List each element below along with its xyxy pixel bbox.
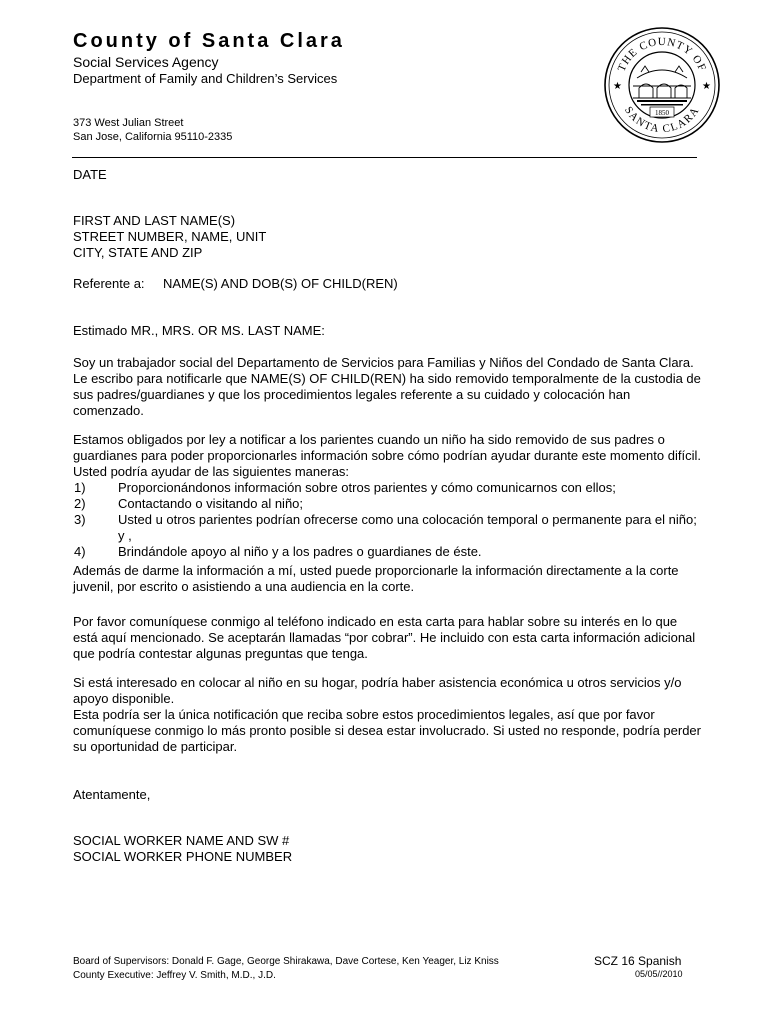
list-item-number: 2)	[74, 496, 86, 511]
list-item-text: Contactando o visitando al niño;	[118, 496, 304, 511]
list-item	[73, 480, 701, 496]
list-item	[73, 512, 701, 544]
help-list	[73, 480, 701, 560]
form-date: 05/05//2010	[635, 969, 683, 979]
salutation: Estimado MR., MRS. OR MS. LAST NAME:	[73, 323, 325, 338]
department-name: Department of Family and Children’s Services	[73, 71, 338, 86]
county-title: County of Santa Clara	[73, 30, 345, 52]
paragraph-6: Esta podría ser la única notificación que reciba sobre estos procedimientos legales, así que por favor comuníquese conmigo lo más pronto posible si desea estar involucrado. Si usted no responde, podría perder su oportunidad de participar.	[73, 707, 701, 754]
footer-officials	[73, 955, 499, 983]
paragraph-5: Si está interesado en colocar al niño en su hogar, podría haber asistencia económica u otros servicios y/o apoyo disponible.	[73, 675, 682, 706]
seal-year: 1850	[655, 109, 669, 117]
seal-top-text: THE COUNTY OF	[615, 35, 709, 74]
county-seal-icon	[603, 26, 721, 144]
recipient-city: CITY, STATE AND ZIP	[73, 245, 203, 260]
footer-supervisors: Board of Supervisors: Donald F. Gage, George Shirakawa, Dave Cortese, Ken Yeager, Liz Kniss	[73, 956, 499, 967]
address-line-1: 373 West Julian Street	[73, 117, 184, 129]
list-item	[73, 544, 701, 560]
recipient-name: FIRST AND LAST NAME(S)	[73, 213, 236, 228]
svg-text:★: ★	[613, 81, 622, 92]
paragraph-4: Por favor comuníquese conmigo al teléfono indicado en esta carta para hablar sobre su interés en lo que está aquí mencionado. Se aceptarán llamadas “por cobrar”. He incluido con esta carta información adicional que podría contestar algunas preguntas que tenga.	[73, 614, 696, 661]
signature-block	[73, 833, 292, 865]
svg-text:THE COUNTY OF	[616, 36, 709, 73]
signature-name: SOCIAL WORKER NAME AND SW #	[73, 833, 290, 848]
list-item-number: 3)	[74, 512, 86, 527]
list-item-text: Proporcionándonos información sobre otros parientes y cómo comunicarnos con ellos;	[118, 480, 616, 495]
reference-label: Referente a:	[73, 276, 145, 291]
closing: Atentamente,	[73, 787, 151, 802]
form-id: SCZ 16 Spanish	[594, 954, 682, 968]
list-item-text: Brindándole apoyo al niño y a los padres o guardianes de éste.	[118, 544, 482, 559]
svg-text:★: ★	[702, 81, 711, 92]
reference-line	[73, 276, 398, 291]
list-item-number: 4)	[74, 544, 86, 559]
address-line-2: San Jose, California 95110-2335	[73, 131, 233, 143]
list-item	[73, 496, 701, 512]
seal-bottom-text: SANTA CLARA	[621, 104, 703, 136]
paragraph-2: Estamos obligados por ley a notificar a los parientes cuando un niño ha sido removido de sus padres o guardianes para poder proporcionarles información sobre cómo podrían ayudar durante este momento difícil. Usted podría ayudar de las siguientes maneras:	[73, 432, 701, 479]
list-item-text: Usted u otros parientes podrían ofrecerse como una colocación temporal o permanente para el niño; y ,	[118, 512, 697, 543]
reference-value: NAME(S) AND DOB(S) OF CHILD(REN)	[163, 276, 398, 291]
footer-executive: County Executive: Jeffrey V. Smith, M.D., J.D.	[73, 970, 276, 981]
list-item-number: 1)	[74, 480, 86, 495]
letter-date: DATE	[73, 167, 107, 182]
signature-phone: SOCIAL WORKER PHONE NUMBER	[73, 849, 293, 864]
recipient-block	[73, 213, 266, 261]
recipient-street: STREET NUMBER, NAME, UNIT	[73, 229, 267, 244]
paragraph-3: Además de darme la información a mí, usted puede proporcionarle la información directamente a la corte juvenil, por escrito o asistiendo a una audiencia en la corte.	[73, 563, 679, 594]
paragraph-1: Soy un trabajador social del Departamento de Servicios para Familias y Niños del Condado de Santa Clara. Le escribo para notificarle que NAME(S) OF CHILD(REN) ha sido removido temporalmente de la custodia de sus padres/guardianes y que los procedimientos legales referente a su cuidado y colocación han comenzado.	[73, 355, 701, 418]
header-divider	[72, 157, 697, 158]
agency-name: Social Services Agency	[73, 54, 219, 70]
